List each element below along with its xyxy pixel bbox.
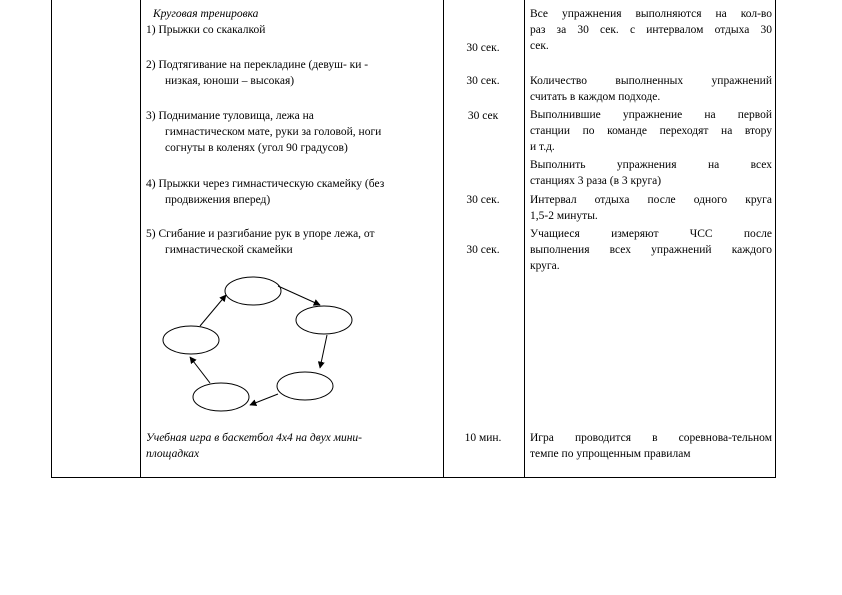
time-exercise-3: 30 сек (467, 110, 499, 122)
note-line-12: 1,5-2 минуты. (530, 210, 598, 222)
exercise-4-line-1: 4) Прыжки через гимнастическую скамейку (без (146, 178, 385, 190)
note-line-8: и т.д. (530, 141, 555, 153)
note-line-14: выполнения всех упражнений каждого (530, 244, 772, 256)
exercise-3-line-3: согнуты в коленях (угол 90 градусов) (165, 142, 348, 154)
time-exercise-2: 30 сек. (466, 75, 500, 87)
section-title: Круговая тренировка (153, 8, 259, 20)
arrow-bottom-left-to-left (190, 357, 210, 383)
note-line-9: Выполнить упражнения на всех (530, 159, 772, 171)
exercise-1-line-1: 1) Прыжки со скакалкой (146, 24, 266, 36)
station-ellipse-bottom-right (277, 372, 333, 400)
arrow-top-to-right (278, 286, 320, 305)
note-line-11: Интервал отдыха после одного круга (530, 194, 772, 206)
game-line-1: Учебная игра в баскетбол 4х4 на двух мини- (146, 432, 363, 444)
column-divider-1 (140, 0, 141, 478)
arrow-left-to-top (200, 295, 226, 326)
note-line-13: Учащиеся измеряют ЧСС после (530, 228, 772, 240)
time-exercise-4: 30 сек. (466, 194, 500, 206)
station-ellipse-bottom-left (193, 383, 249, 411)
exercise-3-line-2: гимнастическом мате, руки за головой, ноги (165, 126, 382, 138)
time-exercise-5: 30 сек. (466, 244, 500, 256)
note-line-5: считать в каждом подходе. (530, 91, 661, 103)
arrow-bottom-right-to-bottom-left (250, 394, 278, 405)
note-line-3: сек. (530, 40, 549, 52)
circuit-diagram (150, 270, 370, 420)
exercise-4-line-2: продвижения вперед) (165, 194, 271, 206)
note-line-6: Выполнившие упражнение на первой (530, 109, 772, 121)
exercise-2-line-2: низкая, юноши – высокая) (165, 75, 295, 87)
station-ellipse-top (225, 277, 281, 305)
station-ellipse-right (296, 306, 352, 334)
station-ellipse-left (163, 326, 219, 354)
note-line-4: Количество выполненных упражнений (530, 75, 772, 87)
column-divider-2 (443, 0, 444, 478)
arrow-right-to-bottom-right (320, 335, 327, 368)
game-note-line-2: темпе по упрощенным правилам (530, 448, 691, 460)
note-line-7: станции по команде переходят на втору (530, 125, 772, 137)
exercise-5-line-1: 5) Сгибание и разгибание рук в упоре лежа, от (146, 228, 375, 240)
note-line-15: круга. (530, 260, 560, 272)
note-line-1: Все упражнения выполняются на кол-во (530, 8, 772, 20)
exercise-3-line-1: 3) Поднимание туловища, лежа на (146, 110, 314, 122)
exercise-2-line-1: 2) Подтягивание на перекладине (девуш- ки - (146, 59, 369, 71)
note-line-10: станциях 3 раза (в 3 круга) (530, 175, 662, 187)
exercise-5-line-2: гимнастической скамейки (165, 244, 293, 256)
game-note-line-1: Игра проводится в соревнова-тельном (530, 432, 772, 444)
column-divider-3 (524, 0, 525, 478)
note-line-2: раз за 30 сек. с интервалом отдыха 30 (530, 24, 772, 36)
game-line-2: площадках (146, 448, 200, 460)
time-game: 10 мин. (464, 432, 502, 444)
time-exercise-1: 30 сек. (466, 42, 500, 54)
